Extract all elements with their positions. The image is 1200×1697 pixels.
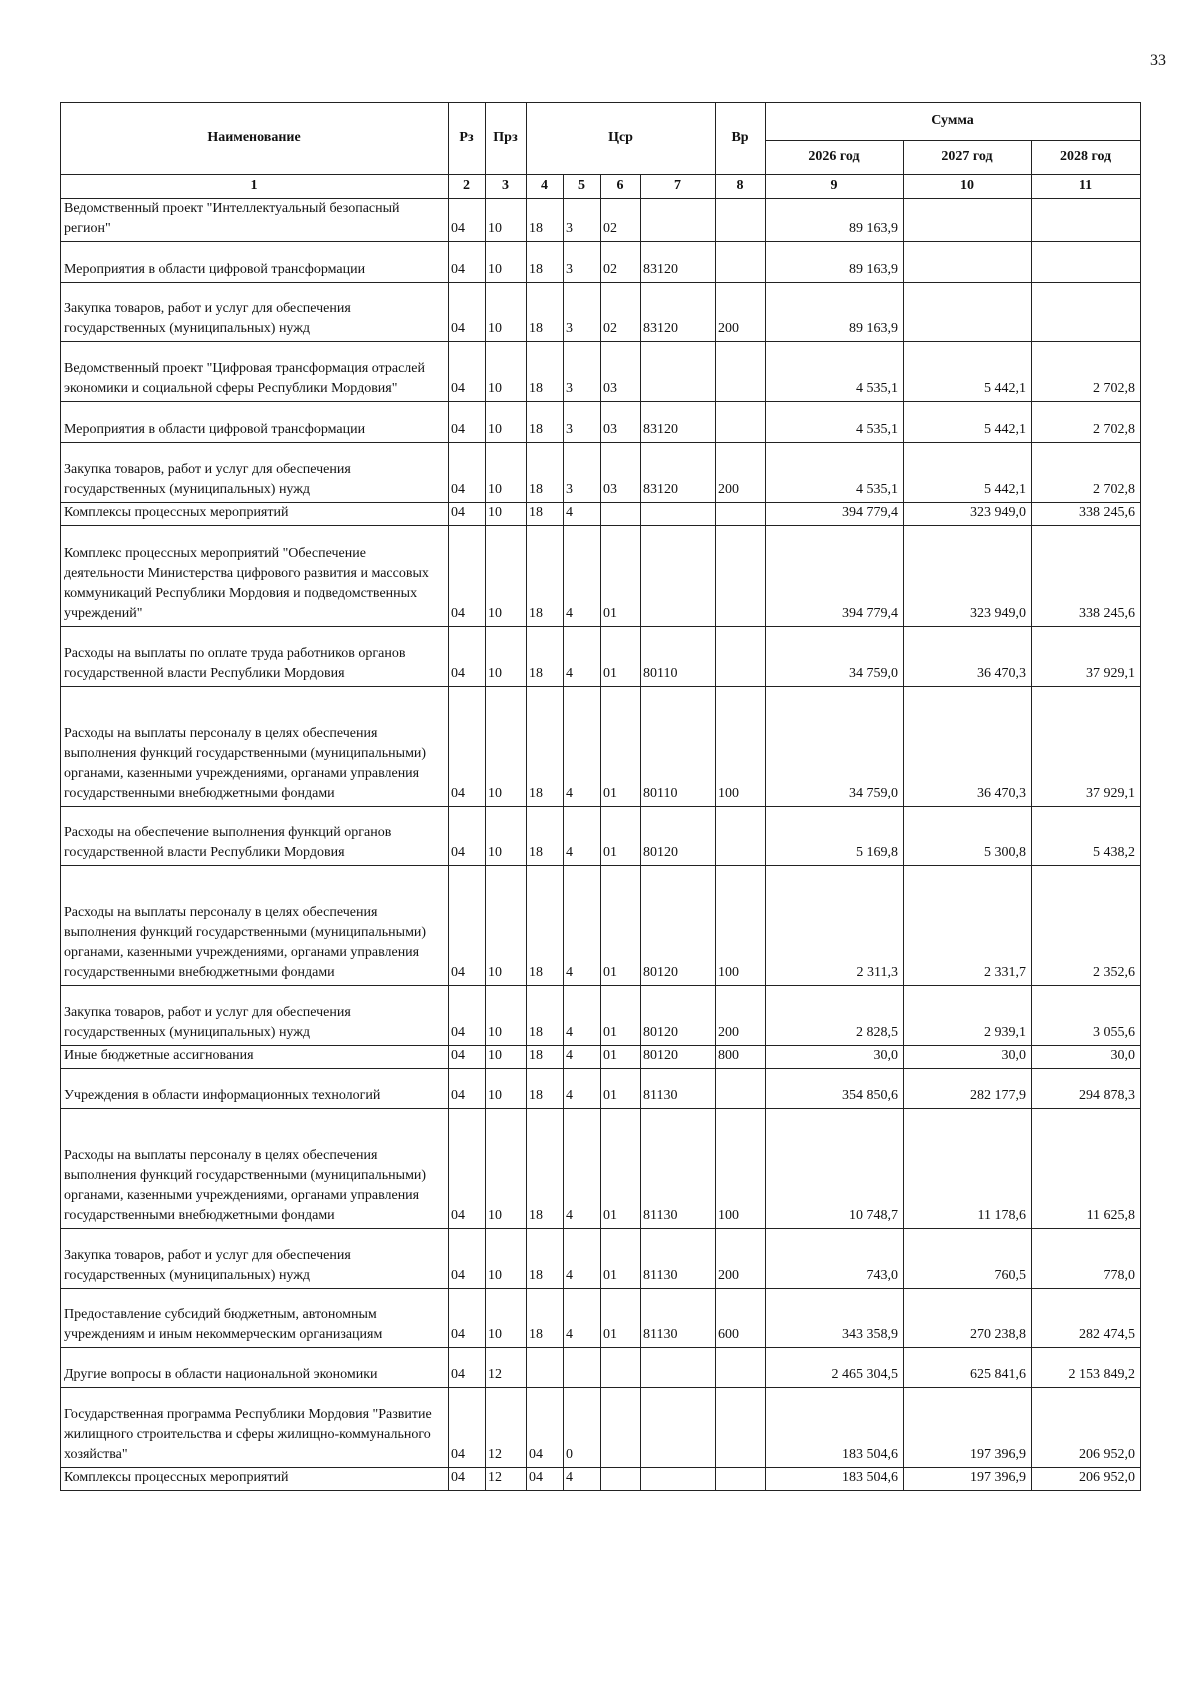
row-vr: 200 xyxy=(716,443,766,503)
row-csr-direction xyxy=(641,342,716,402)
row-prz: 10 xyxy=(486,283,527,342)
row-csr-direction: 80120 xyxy=(641,1046,716,1069)
row-name: Расходы на выплаты персоналу в целях обеспечения выполнения функций государственными (муниципальными) органами, казенными учреждениями, органами управления государственными внебюджетными фондами xyxy=(61,1109,449,1229)
row-sum-2027: 36 470,3 xyxy=(904,627,1032,687)
column-number: 11 xyxy=(1032,175,1141,199)
row-csr-program: 18 xyxy=(527,1289,564,1348)
row-sum-2026: 89 163,9 xyxy=(766,242,904,283)
row-sum-2028: 30,0 xyxy=(1032,1046,1141,1069)
row-csr-type: 3 xyxy=(564,402,601,443)
row-prz: 12 xyxy=(486,1468,527,1491)
row-sum-2026: 2 311,3 xyxy=(766,866,904,986)
row-prz: 10 xyxy=(486,342,527,402)
row-sum-2028: 338 245,6 xyxy=(1032,503,1141,526)
table-row xyxy=(61,1229,1141,1289)
row-name: Комплексы процессных мероприятий xyxy=(61,503,449,526)
row-sum-2027: 2 331,7 xyxy=(904,866,1032,986)
row-vr: 200 xyxy=(716,1229,766,1289)
row-rz: 04 xyxy=(449,402,486,443)
column-number: 2 xyxy=(449,175,486,199)
row-sum-2028: 282 474,5 xyxy=(1032,1289,1141,1348)
column-number: 6 xyxy=(601,175,641,199)
row-sum-2026: 34 759,0 xyxy=(766,627,904,687)
row-csr-program: 04 xyxy=(527,1388,564,1468)
row-vr xyxy=(716,807,766,866)
row-csr-direction: 81130 xyxy=(641,1109,716,1229)
row-csr-element: 03 xyxy=(601,342,641,402)
row-sum-2027 xyxy=(904,199,1032,242)
row-sum-2027: 5 442,1 xyxy=(904,443,1032,503)
column-number: 1 xyxy=(61,175,449,199)
row-name: Иные бюджетные ассигнования xyxy=(61,1046,449,1069)
row-csr-type: 3 xyxy=(564,283,601,342)
row-sum-2026: 34 759,0 xyxy=(766,687,904,807)
row-csr-type: 4 xyxy=(564,1468,601,1491)
row-sum-2028: 37 929,1 xyxy=(1032,627,1141,687)
row-csr-program: 18 xyxy=(527,402,564,443)
row-prz: 10 xyxy=(486,1289,527,1348)
row-sum-2028: 2 702,8 xyxy=(1032,443,1141,503)
row-prz: 10 xyxy=(486,443,527,503)
row-csr-type: 4 xyxy=(564,526,601,627)
row-name: Мероприятия в области цифровой трансформации xyxy=(61,242,449,283)
row-sum-2026: 4 535,1 xyxy=(766,342,904,402)
table-row xyxy=(61,402,1141,443)
header-year-2028: 2028 год xyxy=(1032,141,1141,175)
table-row xyxy=(61,1289,1141,1348)
row-csr-element: 01 xyxy=(601,866,641,986)
row-sum-2028: 37 929,1 xyxy=(1032,687,1141,807)
row-name: Закупка товаров, работ и услуг для обеспечения государственных (муниципальных) нужд xyxy=(61,443,449,503)
row-csr-program: 18 xyxy=(527,807,564,866)
row-rz: 04 xyxy=(449,242,486,283)
row-csr-direction: 80120 xyxy=(641,986,716,1046)
row-vr xyxy=(716,1069,766,1109)
row-name: Расходы на обеспечение выполнения функций органов государственной власти Республики Мордовия xyxy=(61,807,449,866)
row-csr-program: 18 xyxy=(527,342,564,402)
row-vr xyxy=(716,1388,766,1468)
row-prz: 10 xyxy=(486,1069,527,1109)
row-sum-2028 xyxy=(1032,283,1141,342)
row-csr-element: 01 xyxy=(601,1109,641,1229)
row-rz: 04 xyxy=(449,1388,486,1468)
header-prz: Прз xyxy=(486,103,527,175)
row-sum-2027: 270 238,8 xyxy=(904,1289,1032,1348)
row-csr-program: 18 xyxy=(527,242,564,283)
row-vr xyxy=(716,1348,766,1388)
row-csr-type: 4 xyxy=(564,1289,601,1348)
row-vr: 100 xyxy=(716,1109,766,1229)
row-rz: 04 xyxy=(449,1468,486,1491)
row-csr-direction xyxy=(641,1468,716,1491)
header-csr: Цср xyxy=(527,103,716,175)
row-name: Предоставление субсидий бюджетным, автономным учреждениям и иным некоммерческим организациям xyxy=(61,1289,449,1348)
header-sum: Сумма xyxy=(766,103,1141,141)
row-name: Другие вопросы в области национальной экономики xyxy=(61,1348,449,1388)
row-sum-2028: 294 878,3 xyxy=(1032,1069,1141,1109)
row-csr-element xyxy=(601,1468,641,1491)
row-rz: 04 xyxy=(449,866,486,986)
row-prz: 12 xyxy=(486,1348,527,1388)
row-rz: 04 xyxy=(449,199,486,242)
row-csr-element xyxy=(601,1348,641,1388)
row-sum-2028: 338 245,6 xyxy=(1032,526,1141,627)
table-body xyxy=(61,199,1141,1491)
row-prz: 10 xyxy=(486,866,527,986)
row-csr-program: 18 xyxy=(527,1229,564,1289)
row-csr-program: 18 xyxy=(527,199,564,242)
table-row xyxy=(61,1069,1141,1109)
row-prz: 10 xyxy=(486,1046,527,1069)
row-sum-2028: 206 952,0 xyxy=(1032,1388,1141,1468)
row-csr-direction: 83120 xyxy=(641,283,716,342)
row-csr-element: 03 xyxy=(601,443,641,503)
row-csr-program: 04 xyxy=(527,1468,564,1491)
row-rz: 04 xyxy=(449,1046,486,1069)
table-row xyxy=(61,199,1141,242)
row-rz: 04 xyxy=(449,1229,486,1289)
row-csr-type: 3 xyxy=(564,242,601,283)
row-csr-direction: 81130 xyxy=(641,1069,716,1109)
row-prz: 10 xyxy=(486,526,527,627)
row-vr: 100 xyxy=(716,866,766,986)
row-csr-direction: 83120 xyxy=(641,242,716,283)
row-csr-direction: 81130 xyxy=(641,1289,716,1348)
row-csr-element: 01 xyxy=(601,1046,641,1069)
row-name: Закупка товаров, работ и услуг для обеспечения государственных (муниципальных) нужд xyxy=(61,283,449,342)
row-sum-2028: 11 625,8 xyxy=(1032,1109,1141,1229)
row-csr-program: 18 xyxy=(527,283,564,342)
table-row xyxy=(61,807,1141,866)
row-sum-2027: 625 841,6 xyxy=(904,1348,1032,1388)
row-sum-2026: 5 169,8 xyxy=(766,807,904,866)
row-csr-type: 4 xyxy=(564,687,601,807)
row-name: Комплексы процессных мероприятий xyxy=(61,1468,449,1491)
table-row xyxy=(61,1348,1141,1388)
header-rz: Рз xyxy=(449,103,486,175)
column-number: 3 xyxy=(486,175,527,199)
row-vr: 100 xyxy=(716,687,766,807)
row-csr-element: 01 xyxy=(601,986,641,1046)
row-vr: 200 xyxy=(716,986,766,1046)
row-sum-2027 xyxy=(904,283,1032,342)
row-csr-program: 18 xyxy=(527,1109,564,1229)
table-row xyxy=(61,242,1141,283)
table-row xyxy=(61,1388,1141,1468)
row-name: Ведомственный проект "Интеллектуальный безопасный регион" xyxy=(61,199,449,242)
row-prz: 10 xyxy=(486,807,527,866)
row-sum-2026: 89 163,9 xyxy=(766,199,904,242)
row-sum-2026: 394 779,4 xyxy=(766,526,904,627)
row-sum-2028: 206 952,0 xyxy=(1032,1468,1141,1491)
row-csr-direction: 80110 xyxy=(641,627,716,687)
row-csr-type: 4 xyxy=(564,1109,601,1229)
row-name: Мероприятия в области цифровой трансформации xyxy=(61,402,449,443)
row-vr: 800 xyxy=(716,1046,766,1069)
row-prz: 10 xyxy=(486,199,527,242)
row-name: Расходы на выплаты персоналу в целях обеспечения выполнения функций государственными (муниципальными) органами, казенными учреждениями, органами управления государственными внебюджетными фондами xyxy=(61,866,449,986)
table-row xyxy=(61,526,1141,627)
row-name: Комплекс процессных мероприятий "Обеспечение деятельности Министерства цифрового развития и массовых коммуникаций Республики Мордовия и подведомственных учреждений" xyxy=(61,526,449,627)
table-row xyxy=(61,986,1141,1046)
row-csr-direction: 81130 xyxy=(641,1229,716,1289)
row-name: Закупка товаров, работ и услуг для обеспечения государственных (муниципальных) нужд xyxy=(61,1229,449,1289)
row-sum-2027: 323 949,0 xyxy=(904,503,1032,526)
row-csr-element xyxy=(601,1388,641,1468)
row-prz: 10 xyxy=(486,1109,527,1229)
row-vr xyxy=(716,526,766,627)
row-vr xyxy=(716,402,766,443)
row-csr-program: 18 xyxy=(527,627,564,687)
row-rz: 04 xyxy=(449,443,486,503)
row-sum-2028 xyxy=(1032,242,1141,283)
row-prz: 10 xyxy=(486,503,527,526)
row-vr: 600 xyxy=(716,1289,766,1348)
row-sum-2027 xyxy=(904,242,1032,283)
row-csr-program: 18 xyxy=(527,443,564,503)
row-csr-element: 01 xyxy=(601,687,641,807)
budget-table xyxy=(60,102,1141,1491)
row-sum-2026: 4 535,1 xyxy=(766,443,904,503)
row-csr-program: 18 xyxy=(527,1069,564,1109)
row-csr-type: 4 xyxy=(564,1069,601,1109)
row-csr-program: 18 xyxy=(527,866,564,986)
table-row xyxy=(61,866,1141,986)
row-rz: 04 xyxy=(449,1109,486,1229)
column-number: 10 xyxy=(904,175,1032,199)
header-year-2026: 2026 год xyxy=(766,141,904,175)
row-csr-element: 02 xyxy=(601,199,641,242)
row-vr xyxy=(716,627,766,687)
row-name: Ведомственный проект "Цифровая трансформация отраслей экономики и социальной сферы Республики Мордовия" xyxy=(61,342,449,402)
row-csr-type: 4 xyxy=(564,1229,601,1289)
row-csr-direction xyxy=(641,503,716,526)
row-sum-2028: 2 702,8 xyxy=(1032,342,1141,402)
row-rz: 04 xyxy=(449,807,486,866)
row-csr-type: 3 xyxy=(564,199,601,242)
row-sum-2026: 2 828,5 xyxy=(766,986,904,1046)
row-name: Закупка товаров, работ и услуг для обеспечения государственных (муниципальных) нужд xyxy=(61,986,449,1046)
row-csr-element: 01 xyxy=(601,1289,641,1348)
table-row xyxy=(61,687,1141,807)
row-vr xyxy=(716,199,766,242)
header-vr: Вр xyxy=(716,103,766,175)
row-csr-type: 4 xyxy=(564,986,601,1046)
row-sum-2026: 2 465 304,5 xyxy=(766,1348,904,1388)
row-rz: 04 xyxy=(449,986,486,1046)
row-sum-2028: 5 438,2 xyxy=(1032,807,1141,866)
row-prz: 10 xyxy=(486,242,527,283)
row-rz: 04 xyxy=(449,526,486,627)
row-name: Государственная программа Республики Мордовия "Развитие жилищного строительства и сферы жилищно-коммунального хозяйства" xyxy=(61,1388,449,1468)
row-csr-direction xyxy=(641,199,716,242)
row-csr-type: 4 xyxy=(564,1046,601,1069)
row-prz: 12 xyxy=(486,1388,527,1468)
row-csr-direction: 80120 xyxy=(641,807,716,866)
row-prz: 10 xyxy=(486,687,527,807)
row-sum-2027: 36 470,3 xyxy=(904,687,1032,807)
row-csr-direction xyxy=(641,526,716,627)
page-number: 33 xyxy=(1150,52,1166,69)
row-sum-2028: 2 153 849,2 xyxy=(1032,1348,1141,1388)
row-vr xyxy=(716,1468,766,1491)
row-prz: 10 xyxy=(486,986,527,1046)
row-csr-element: 01 xyxy=(601,1069,641,1109)
row-prz: 10 xyxy=(486,1229,527,1289)
row-csr-element: 02 xyxy=(601,283,641,342)
row-csr-type: 4 xyxy=(564,807,601,866)
row-sum-2028: 2 352,6 xyxy=(1032,866,1141,986)
row-csr-direction: 83120 xyxy=(641,443,716,503)
row-csr-type: 4 xyxy=(564,627,601,687)
row-sum-2027: 2 939,1 xyxy=(904,986,1032,1046)
table-row xyxy=(61,627,1141,687)
row-csr-program: 18 xyxy=(527,526,564,627)
row-sum-2026: 183 504,6 xyxy=(766,1388,904,1468)
row-csr-direction: 80120 xyxy=(641,866,716,986)
column-number: 4 xyxy=(527,175,564,199)
row-csr-type: 4 xyxy=(564,503,601,526)
row-csr-type: 0 xyxy=(564,1388,601,1468)
row-rz: 04 xyxy=(449,503,486,526)
column-number: 5 xyxy=(564,175,601,199)
row-sum-2026: 183 504,6 xyxy=(766,1468,904,1491)
header-year-2027: 2027 год xyxy=(904,141,1032,175)
row-csr-type: 3 xyxy=(564,342,601,402)
column-number: 7 xyxy=(641,175,716,199)
row-sum-2028: 3 055,6 xyxy=(1032,986,1141,1046)
table-row xyxy=(61,1046,1141,1069)
row-sum-2026: 10 748,7 xyxy=(766,1109,904,1229)
table-row xyxy=(61,1468,1141,1491)
row-csr-element: 01 xyxy=(601,807,641,866)
row-csr-program: 18 xyxy=(527,687,564,807)
row-vr xyxy=(716,242,766,283)
row-sum-2027: 30,0 xyxy=(904,1046,1032,1069)
row-sum-2027: 11 178,6 xyxy=(904,1109,1032,1229)
row-name: Расходы на выплаты по оплате труда работников органов государственной власти Республики Мордовия xyxy=(61,627,449,687)
row-vr xyxy=(716,342,766,402)
row-csr-direction: 80110 xyxy=(641,687,716,807)
table-row xyxy=(61,443,1141,503)
row-sum-2027: 5 300,8 xyxy=(904,807,1032,866)
row-sum-2027: 323 949,0 xyxy=(904,526,1032,627)
row-csr-program: 18 xyxy=(527,1046,564,1069)
row-csr-program: 18 xyxy=(527,986,564,1046)
row-sum-2027: 760,5 xyxy=(904,1229,1032,1289)
table-row xyxy=(61,342,1141,402)
row-vr: 200 xyxy=(716,283,766,342)
row-csr-element xyxy=(601,503,641,526)
row-csr-element: 02 xyxy=(601,242,641,283)
row-sum-2027: 282 177,9 xyxy=(904,1069,1032,1109)
row-csr-direction xyxy=(641,1348,716,1388)
row-sum-2028: 2 702,8 xyxy=(1032,402,1141,443)
table-row xyxy=(61,503,1141,526)
row-sum-2026: 30,0 xyxy=(766,1046,904,1069)
row-csr-direction xyxy=(641,1388,716,1468)
row-sum-2027: 197 396,9 xyxy=(904,1388,1032,1468)
row-sum-2026: 354 850,6 xyxy=(766,1069,904,1109)
column-number: 8 xyxy=(716,175,766,199)
row-sum-2027: 197 396,9 xyxy=(904,1468,1032,1491)
row-csr-element: 03 xyxy=(601,402,641,443)
row-rz: 04 xyxy=(449,627,486,687)
column-number: 9 xyxy=(766,175,904,199)
row-csr-element: 01 xyxy=(601,1229,641,1289)
row-name: Расходы на выплаты персоналу в целях обеспечения выполнения функций государственными (муниципальными) органами, казенными учреждениями, органами управления государственными внебюджетными фондами xyxy=(61,687,449,807)
table-row xyxy=(61,1109,1141,1229)
row-csr-type: 3 xyxy=(564,443,601,503)
header-name: Наименование xyxy=(61,103,449,175)
row-csr-element: 01 xyxy=(601,627,641,687)
row-csr-type xyxy=(564,1348,601,1388)
row-rz: 04 xyxy=(449,1348,486,1388)
row-csr-program: 18 xyxy=(527,503,564,526)
row-name: Учреждения в области информационных технологий xyxy=(61,1069,449,1109)
row-sum-2028: 778,0 xyxy=(1032,1229,1141,1289)
row-sum-2026: 343 358,9 xyxy=(766,1289,904,1348)
row-csr-direction: 83120 xyxy=(641,402,716,443)
row-rz: 04 xyxy=(449,283,486,342)
table-row xyxy=(61,283,1141,342)
row-prz: 10 xyxy=(486,627,527,687)
row-csr-type: 4 xyxy=(564,866,601,986)
row-vr xyxy=(716,503,766,526)
row-sum-2026: 4 535,1 xyxy=(766,402,904,443)
row-csr-program xyxy=(527,1348,564,1388)
row-csr-element: 01 xyxy=(601,526,641,627)
row-rz: 04 xyxy=(449,1069,486,1109)
row-rz: 04 xyxy=(449,687,486,807)
row-sum-2026: 89 163,9 xyxy=(766,283,904,342)
row-sum-2026: 394 779,4 xyxy=(766,503,904,526)
row-prz: 10 xyxy=(486,402,527,443)
row-sum-2026: 743,0 xyxy=(766,1229,904,1289)
row-rz: 04 xyxy=(449,342,486,402)
row-sum-2028 xyxy=(1032,199,1141,242)
row-sum-2027: 5 442,1 xyxy=(904,342,1032,402)
row-sum-2027: 5 442,1 xyxy=(904,402,1032,443)
row-rz: 04 xyxy=(449,1289,486,1348)
